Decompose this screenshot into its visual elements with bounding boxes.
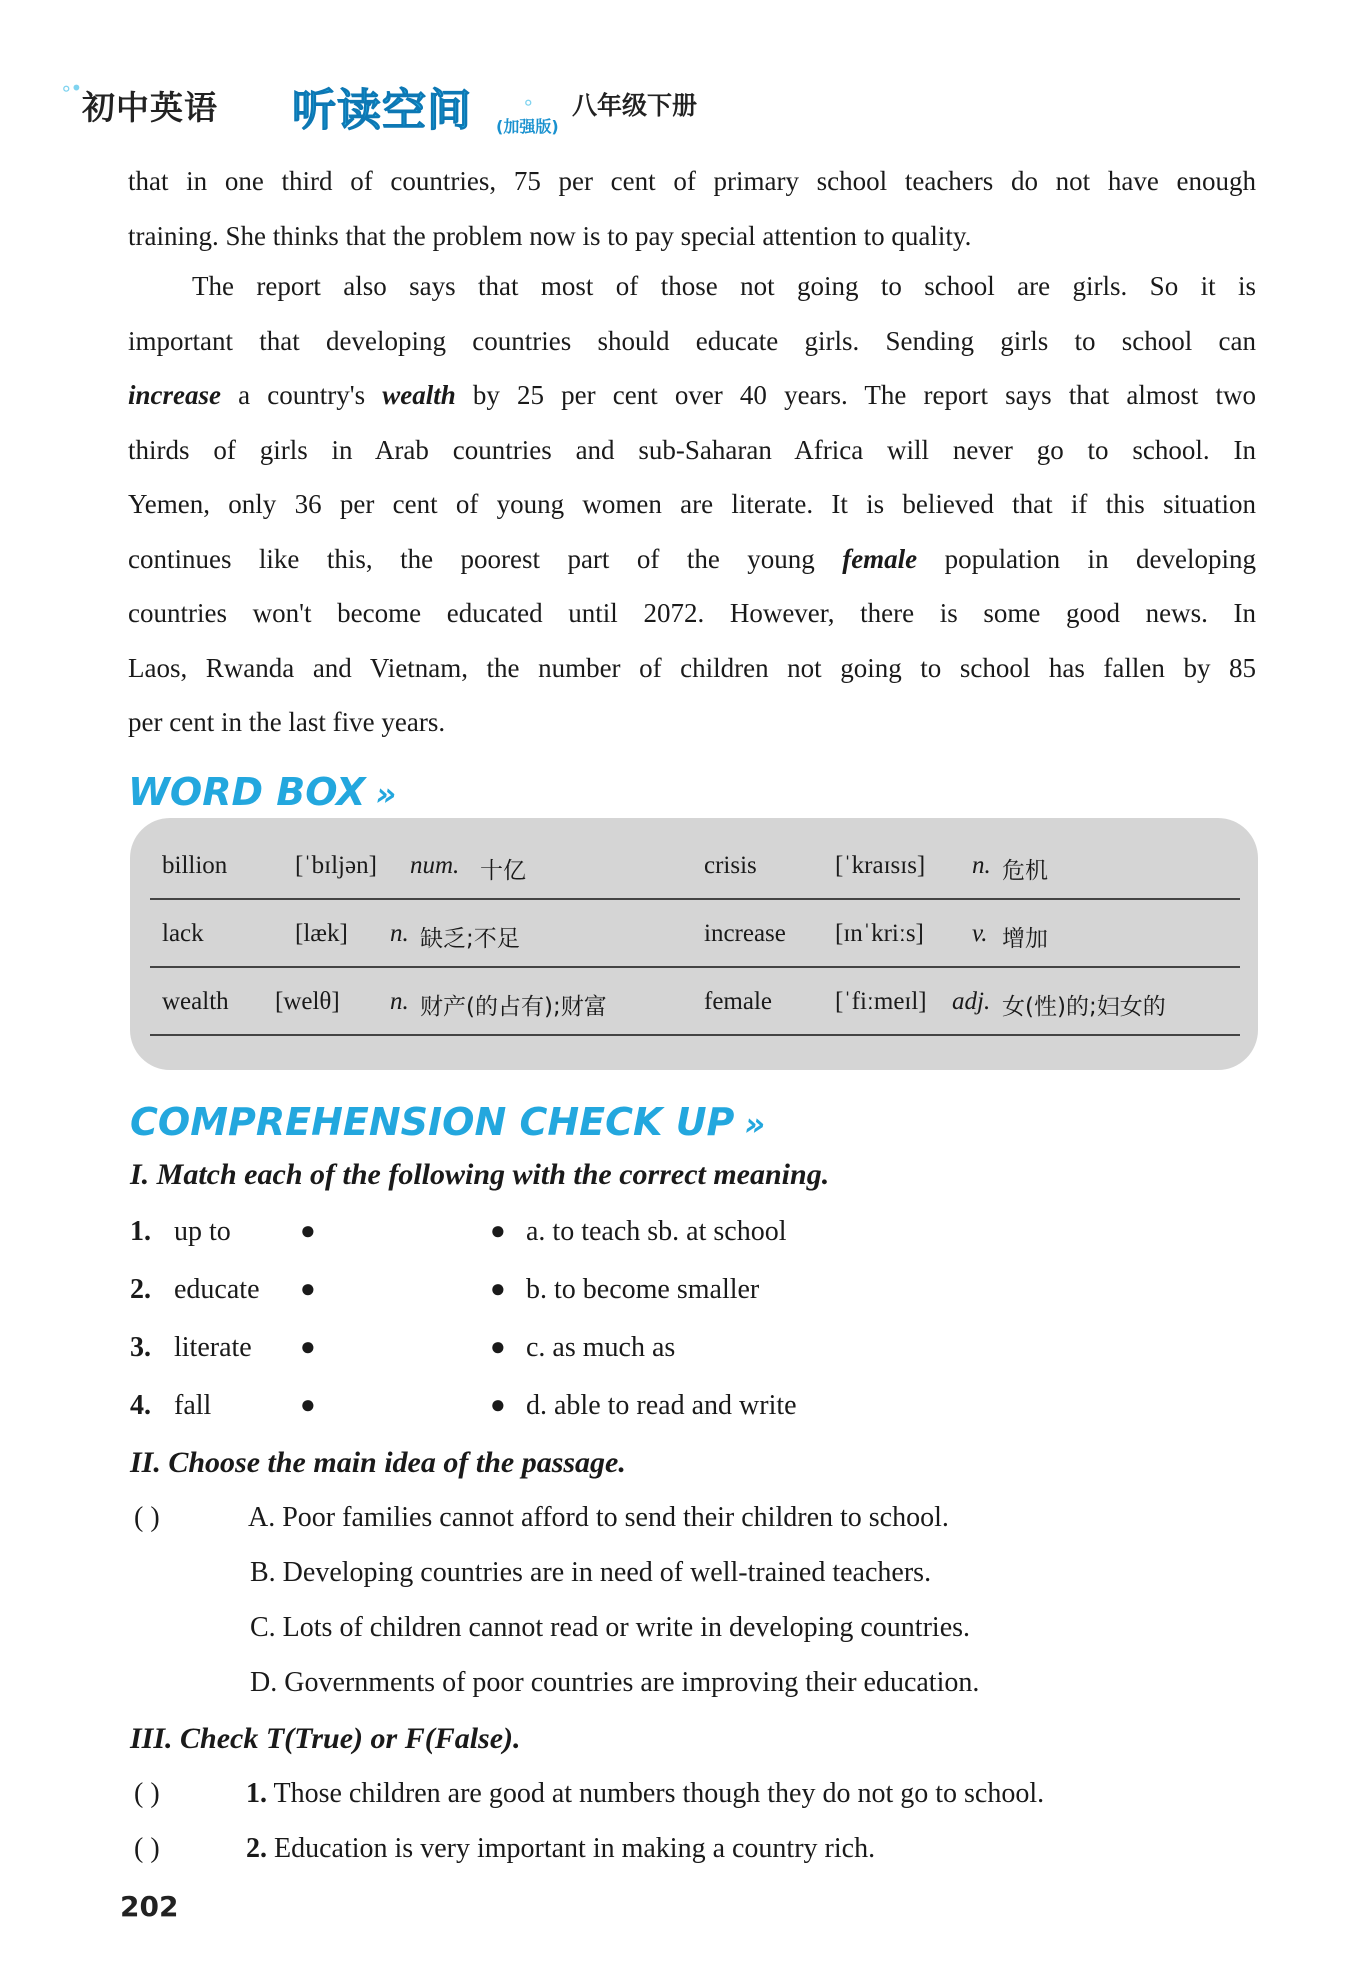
double-chevron-icon: » [375, 775, 397, 813]
passage-text: a country's [220, 380, 383, 410]
page-number: 202 [120, 1890, 179, 1923]
word-box-row [150, 900, 1240, 968]
passage-line: countries won't become educated until 2072. However, there is some good news. In [128, 598, 1256, 628]
match-word: up to [174, 1216, 231, 1247]
passage-line: per cent in the last five years. [128, 707, 446, 737]
match-dot-left[interactable]: ● [300, 1332, 316, 1361]
item-number: 2. [246, 1833, 267, 1864]
phonetic: [ˈbɪljən] [295, 852, 377, 879]
part-of-speech: n. [390, 988, 409, 1015]
answer-blank[interactable]: ( ) [134, 1778, 160, 1809]
word: lack [162, 920, 204, 947]
match-dot-right[interactable]: ● [490, 1332, 506, 1361]
passage-paragraph-1 [128, 154, 1256, 263]
passage-line: training. She thinks that the problem now is to pay special attention to quality. [128, 220, 972, 251]
word: female [704, 988, 773, 1015]
phonetic: [læk] [295, 920, 348, 947]
passage-line: Yemen, only 36 per cent of young women are literate. It is believed that if this situation [128, 489, 1256, 519]
part-of-speech: adj. [952, 988, 991, 1015]
meaning: 危机 [1002, 858, 1048, 884]
option-c: C. Lots of children cannot read or write in developing countries. [250, 1612, 971, 1643]
match-word: literate [174, 1332, 252, 1363]
match-dot-left[interactable]: ● [300, 1274, 316, 1303]
word-box-row [150, 968, 1240, 1036]
match-meaning: b. to become smaller [526, 1274, 760, 1305]
phonetic: [ˈfiːmeɪl] [835, 988, 927, 1015]
answer-blank[interactable]: ( ) [134, 1502, 160, 1533]
meaning: 女(性)的;妇女的 [1002, 994, 1166, 1020]
match-dot-right[interactable]: ● [490, 1390, 506, 1419]
match-item [130, 1390, 1030, 1446]
word-box [130, 818, 1258, 1070]
grade-label: 八年级下册 [572, 91, 698, 120]
passage-line: Laos, Rwanda and Vietnam, the number of children not going to school has fallen by 85 [128, 652, 1256, 683]
page-header [60, 70, 760, 140]
word: increase [704, 920, 786, 947]
meaning: 增加 [1002, 926, 1048, 952]
answer-blank[interactable]: ( ) [134, 1833, 160, 1864]
part-of-speech: v. [972, 920, 988, 947]
passage-line: important that developing countries should educate girls. Sending girls to school can [128, 325, 1256, 356]
part3-heading: III. Check T(True) or F(False). [130, 1722, 521, 1755]
part-of-speech: n. [972, 852, 991, 879]
item-number: 1. [130, 1216, 151, 1247]
decorative-dots-icon: ∘• [60, 76, 81, 100]
phonetic: [ˈkraɪsɪs] [835, 852, 926, 879]
match-item [130, 1332, 1030, 1388]
match-meaning: c. as much as [526, 1332, 676, 1363]
statement-text: Education is very important in making a country rich. [274, 1833, 876, 1864]
match-dot-left[interactable]: ● [300, 1216, 316, 1245]
match-item [130, 1274, 1030, 1330]
word: billion [162, 852, 228, 879]
keyword-female: female [842, 543, 918, 574]
statement-text: Those children are good at numbers though they do not go to school. [273, 1778, 1045, 1809]
passage-line: that in one third of countries, 75 per cent of primary school teachers do not have enough [128, 166, 1256, 196]
item-number: 3. [130, 1332, 151, 1363]
word-box-title [128, 770, 396, 814]
passage-line: thirds of girls in Arab countries and sub-Saharan Africa will never go to school. In [128, 434, 1256, 465]
keyword-increase: increase [128, 380, 221, 410]
passage-text: population in developing [917, 543, 1256, 574]
word-box-title-text: WORD BOX [128, 770, 366, 814]
tf-statement [246, 1778, 1044, 1810]
double-chevron-icon: » [744, 1105, 766, 1143]
meaning: 财产(的占有);财富 [420, 994, 607, 1020]
word-box-row [150, 832, 1240, 900]
series-title: 初中英语 [82, 88, 218, 127]
item-number: 4. [130, 1390, 151, 1421]
comprehension-title-text: COMPREHENSION CHECK UP [130, 1100, 735, 1144]
passage-paragraph-2 [128, 259, 1256, 750]
match-word: fall [174, 1390, 212, 1421]
match-meaning: d. able to read and write [526, 1390, 797, 1421]
part2-heading: II. Choose the main idea of the passage. [130, 1446, 626, 1479]
passage-text: by 25 per cent over 40 years. The report says that almost two [455, 380, 1256, 410]
part-of-speech: n. [390, 920, 409, 947]
tf-statement [246, 1833, 875, 1865]
brand-title: 听读空间 [292, 85, 472, 136]
match-dot-right[interactable]: ● [490, 1216, 506, 1245]
item-number: 1. [246, 1778, 267, 1809]
passage-text: continues like this, the poorest part of the young [128, 543, 843, 574]
decorative-bubbles-icon: ∘ [522, 90, 535, 114]
passage-line: The report also says that most of those not going to school are girls. So it is [192, 271, 1256, 301]
meaning: 缺乏;不足 [420, 926, 520, 952]
part-of-speech: num. [410, 852, 460, 879]
passage-line [128, 368, 1256, 423]
keyword-wealth: wealth [382, 380, 456, 410]
edition-label: (加强版) [496, 117, 559, 136]
phonetic: [welθ] [275, 988, 340, 1015]
phonetic: [ɪnˈkriːs] [835, 920, 924, 947]
match-item [130, 1216, 1030, 1272]
word: wealth [162, 988, 229, 1015]
match-meaning: a. to teach sb. at school [526, 1216, 787, 1247]
match-word: educate [174, 1274, 260, 1305]
match-dot-right[interactable]: ● [490, 1274, 506, 1303]
comprehension-title [130, 1100, 765, 1144]
meaning: 十亿 [480, 858, 526, 884]
match-dot-left[interactable]: ● [300, 1390, 316, 1419]
passage-line [128, 532, 1256, 587]
option-b: B. Developing countries are in need of well-trained teachers. [250, 1557, 932, 1588]
item-number: 2. [130, 1274, 151, 1305]
option-a: A. Poor families cannot afford to send their children to school. [248, 1502, 949, 1533]
word: crisis [704, 852, 757, 879]
option-d: D. Governments of poor countries are improving their education. [250, 1667, 980, 1698]
part1-heading: I. Match each of the following with the correct meaning. [130, 1158, 830, 1191]
